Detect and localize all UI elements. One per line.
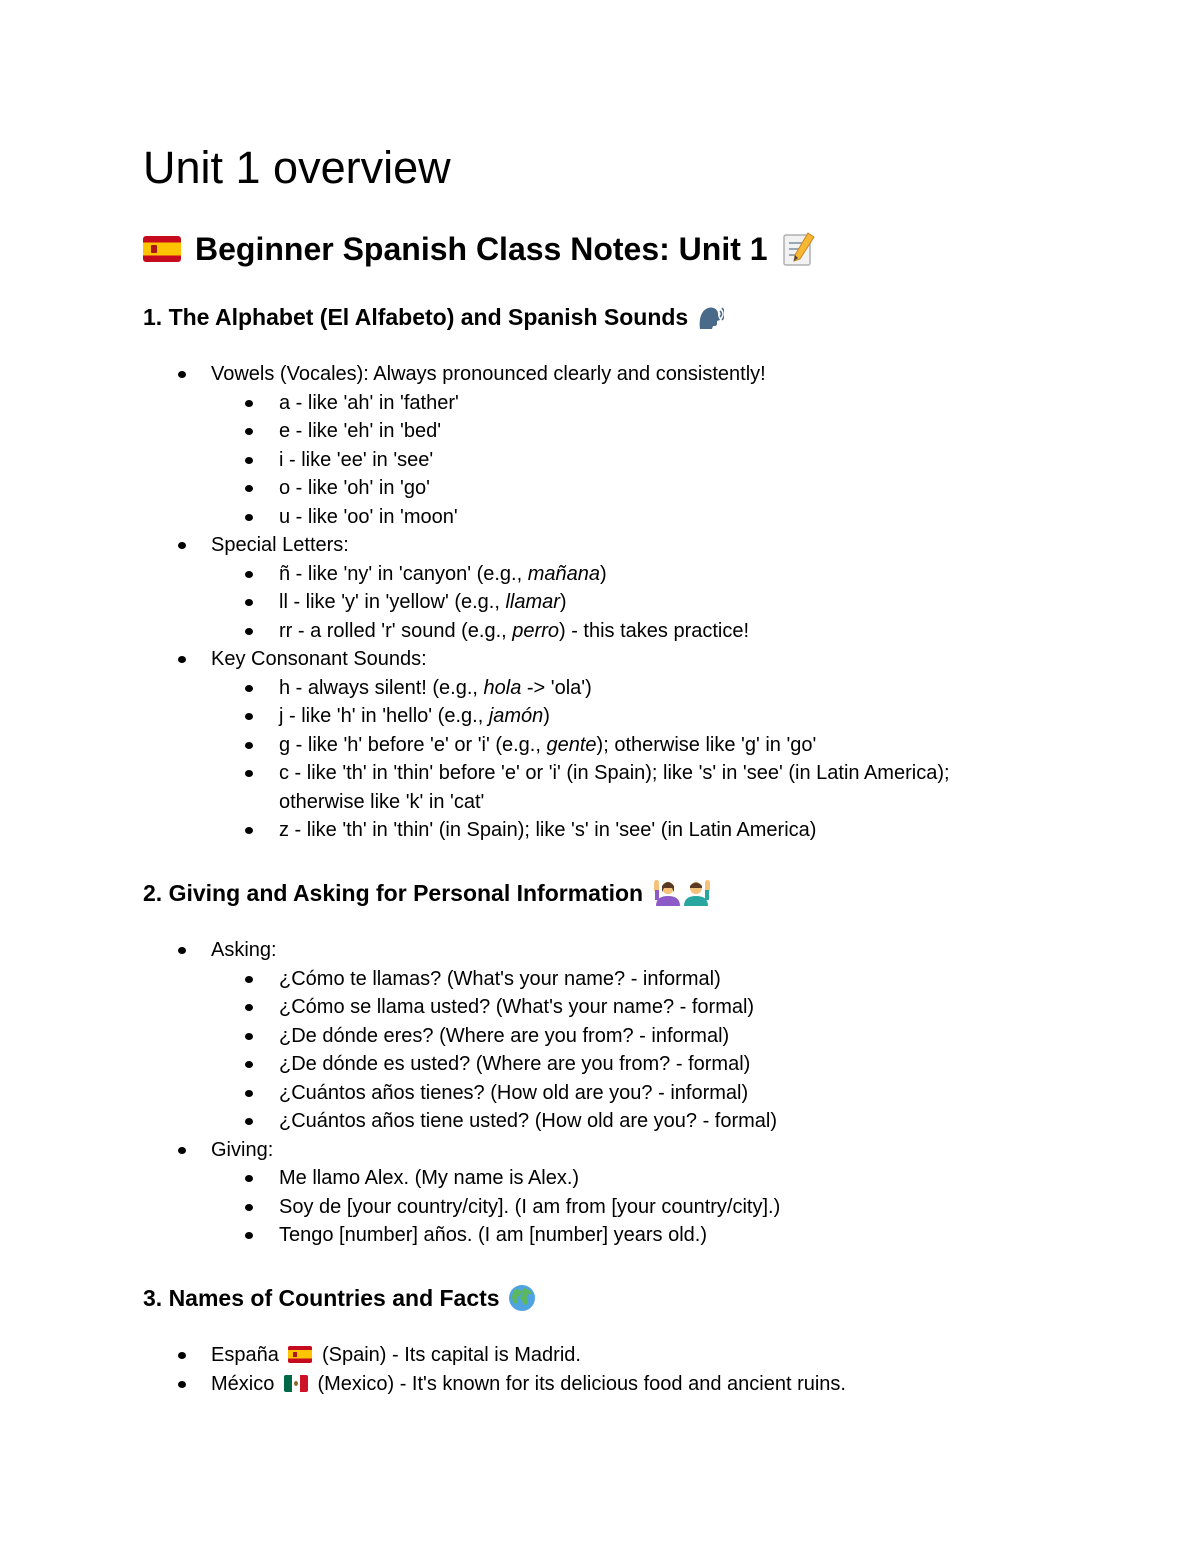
- list-item: ¿Cuántos años tienes? (How old are you? - informal): [207, 1079, 1063, 1108]
- section-countries: [143, 1281, 1063, 1398]
- list-item: ¿De dónde es usted? (Where are you from? - formal): [207, 1050, 1063, 1079]
- page-title: Unit 1 overview: [143, 142, 451, 193]
- list-item: ¿De dónde eres? (Where are you from? - informal): [207, 1022, 1063, 1051]
- list-item: Asking: ¿Cómo te llamas? (What's your name? - informal) ¿Cómo se llama usted? (What's your name? - formal) ¿De dónde eres? (Where are you from? - informal) ¿De dónde es usted? (Where are you from? - formal) ¿Cuántos años tienes? (How old are you? - informal) ¿Cuántos años tiene usted? (How old are you? - formal): [143, 936, 1063, 1136]
- vowels-sublist: [207, 389, 1063, 532]
- personal-info-list: [143, 936, 1063, 1250]
- list-item: g - like 'h' before 'e' or 'i' (e.g., gente); otherwise like 'g' in 'go': [207, 731, 1063, 760]
- list-item: e - like 'eh' in 'bed': [207, 417, 1063, 446]
- list-item: México (Mexico) - It's known for its delicious food and ancient ruins.: [143, 1370, 1063, 1399]
- list-item: ñ - like 'ny' in 'canyon' (e.g., mañana): [207, 560, 1063, 589]
- alphabet-list: [143, 360, 1063, 845]
- woman-raising-hand-icon: [651, 878, 681, 908]
- subtitle-text: Beginner Spanish Class Notes: Unit 1: [195, 231, 768, 267]
- list-item: Me llamo Alex. (My name is Alex.): [207, 1164, 1063, 1193]
- spain-flag-icon: [288, 1346, 312, 1363]
- list-item: Giving: Me llamo Alex. (My name is Alex.) Soy de [your country/city]. (I am from [your country/city].) Tengo [number] años. (I am [number] years old.): [143, 1136, 1063, 1250]
- list-item: a - like 'ah' in 'father': [207, 389, 1063, 418]
- spain-flag-icon: [143, 236, 181, 262]
- mexico-flag-icon: [284, 1375, 308, 1392]
- countries-list: [143, 1341, 1063, 1398]
- consonants-sublist: [207, 674, 1063, 845]
- speaking-head-icon: [696, 303, 724, 331]
- list-item: ¿Cuántos años tiene usted? (How old are you? - formal): [207, 1107, 1063, 1136]
- section-heading: 1. The Alphabet (El Alfabeto) and Spanish Sounds: [143, 300, 1063, 334]
- list-item: ¿Cómo te llamas? (What's your name? - informal): [207, 965, 1063, 994]
- special-letters-sublist: [207, 560, 1063, 646]
- list-item: ll - like 'y' in 'yellow' (e.g., llamar): [207, 588, 1063, 617]
- giving-sublist: [207, 1164, 1063, 1250]
- list-item: España (Spain) - Its capital is Madrid.: [143, 1341, 1063, 1370]
- list-item: Vowels (Vocales): Always pronounced clearly and consistently! a - like 'ah' in 'father' e - like 'eh' in 'bed' i - like 'ee' in 'see' o - like 'oh' in 'go' u - like 'oo' in 'moon': [143, 360, 1063, 531]
- list-item: Key Consonant Sounds: h - always silent! (e.g., hola -> 'ola') j - like 'h' in 'hello' (e.g., jamón) g - like 'h' before 'e' or 'i' (e.g., gente); otherwise like 'g' in 'go' c - like 'th' in 'thin' before 'e' or 'i' (in Spain); like 's' in 'see' (in Latin America); otherwise like 'k' in 'cat' z - like 'th' in 'thin' (in Spain); like 's' in 'see' (in Latin America): [143, 645, 1063, 845]
- section-heading: 2. Giving and Asking for Personal Information: [143, 876, 1063, 910]
- list-item: u - like 'oo' in 'moon': [207, 503, 1063, 532]
- asking-sublist: [207, 965, 1063, 1136]
- globe-icon: [508, 1284, 536, 1312]
- list-item: ¿Cómo se llama usted? (What's your name? - formal): [207, 993, 1063, 1022]
- list-item: j - like 'h' in 'hello' (e.g., jamón): [207, 702, 1063, 731]
- section-heading: 3. Names of Countries and Facts: [143, 1281, 1063, 1315]
- list-item: o - like 'oh' in 'go': [207, 474, 1063, 503]
- list-item: Soy de [your country/city]. (I am from [your country/city].): [207, 1193, 1063, 1222]
- list-item: Tengo [number] años. (I am [number] years old.): [207, 1221, 1063, 1250]
- list-item: i - like 'ee' in 'see': [207, 446, 1063, 475]
- memo-icon: [782, 231, 816, 267]
- section-personal-info: [143, 876, 1063, 1250]
- list-item: z - like 'th' in 'thin' (in Spain); like 's' in 'see' (in Latin America): [207, 816, 1063, 845]
- document-subtitle: [143, 226, 816, 272]
- list-item: c - like 'th' in 'thin' before 'e' or 'i' (in Spain); like 's' in 'see' (in Latin America); otherwise like 'k' in 'cat': [207, 759, 1063, 816]
- list-item: rr - a rolled 'r' sound (e.g., perro) - this takes practice!: [207, 617, 1063, 646]
- man-raising-hand-icon: [683, 878, 713, 908]
- list-item: Special Letters: ñ - like 'ny' in 'canyon' (e.g., mañana) ll - like 'y' in 'yellow' (e.g., llamar) rr - a rolled 'r' sound (e.g., perro) - this takes practice!: [143, 531, 1063, 645]
- section-alphabet: [143, 300, 1063, 845]
- list-item: h - always silent! (e.g., hola -> 'ola'): [207, 674, 1063, 703]
